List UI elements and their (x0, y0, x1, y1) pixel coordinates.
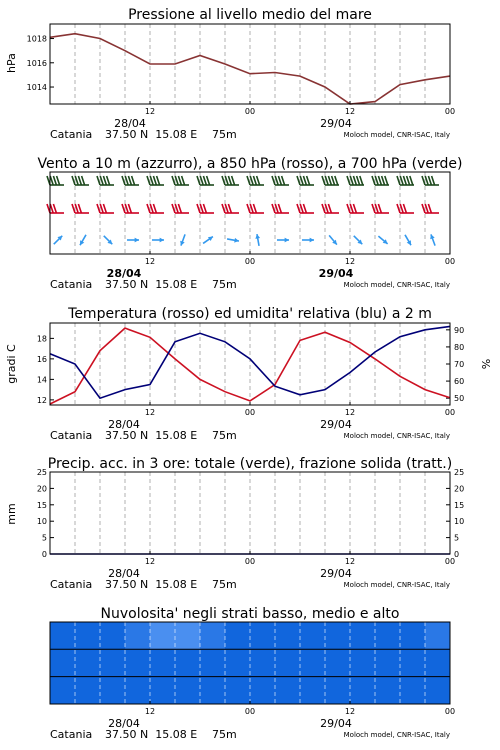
location-elevation: 75m (212, 128, 237, 141)
barb-flag (253, 176, 256, 185)
barb-flag (175, 176, 178, 185)
barb-flag (157, 176, 160, 185)
barb-flag (378, 204, 381, 213)
clouds-panel (50, 606, 455, 741)
date-label-2: 29/04 (320, 567, 352, 580)
y-tick-label: 0 (454, 550, 460, 559)
x-tick-label: 00 (244, 557, 256, 566)
precip-ylabel: mm (5, 503, 18, 525)
model-credit: Moloch model, CNR-ISAC, Italy (343, 731, 450, 739)
barb-flag (403, 176, 406, 185)
wind-barb (80, 235, 86, 245)
barb-flag (375, 176, 378, 185)
barb-flag (82, 176, 85, 185)
wind-barb (277, 238, 289, 243)
temperature-panel (5, 306, 493, 442)
barb-flag (232, 176, 235, 185)
location-coords: 37.50 N 15.08 E (105, 578, 198, 591)
barb-flag (103, 176, 106, 185)
barb-flag (303, 176, 306, 185)
x-tick-label: 12 (144, 107, 156, 116)
location-elevation: 75m (212, 728, 237, 741)
barb-flag (53, 176, 56, 185)
wind-barb (203, 237, 213, 244)
location-elevation: 75m (212, 578, 237, 591)
wind-barb (255, 234, 260, 246)
location-name: Catania (50, 429, 93, 442)
y-tick-label: 15 (36, 500, 47, 510)
x-tick-label: 12 (344, 257, 356, 266)
barb-flag (428, 204, 431, 213)
date-label-2: 29/04 (320, 717, 352, 730)
barb-flag (425, 204, 428, 213)
x-tick-label: 12 (344, 707, 356, 716)
barb-flag (307, 176, 310, 185)
x-tick-label: 00 (444, 557, 456, 566)
y-tick-label: 1014 (26, 83, 47, 93)
barb-flag (182, 176, 185, 185)
barb-flag (78, 176, 81, 185)
x-tick-label: 12 (144, 257, 156, 266)
cloud-cell (125, 622, 150, 649)
x-tick-label: 00 (244, 707, 256, 716)
y-tick-label: 1016 (26, 58, 47, 68)
wind-barb (405, 235, 411, 245)
precip-frame (50, 472, 450, 554)
y-tick-label: 5 (41, 533, 47, 543)
barb-flag (150, 204, 153, 213)
barb-flag (332, 176, 335, 185)
barb-flag (275, 176, 278, 185)
pressure-ylabel: hPa (5, 53, 18, 73)
barb-flag (50, 204, 53, 213)
barb-flag (425, 176, 428, 185)
y-tick-label: 10 (454, 517, 465, 527)
wind-barb (152, 238, 164, 243)
humidity-ylabel: % (480, 358, 493, 370)
x-tick-label: 00 (244, 408, 256, 417)
x-tick-label: 00 (444, 107, 456, 116)
barb-flag (400, 204, 403, 213)
barb-flag (128, 176, 131, 185)
barb-flag (250, 176, 253, 185)
y-tick-label: 14 (36, 375, 47, 385)
wind-title: Vento a 10 m (azzurro), a 850 hPa (rosso), a 700 hPa (verde) (37, 156, 463, 172)
y-tick-label: 25 (454, 468, 465, 477)
wind-panel (37, 156, 462, 291)
location-elevation: 75m (212, 278, 237, 291)
barb-flag (153, 176, 156, 185)
y-tick-label: 25 (36, 468, 47, 477)
wind-barb (227, 238, 239, 243)
barb-flag (382, 176, 385, 185)
barb-flag (125, 176, 128, 185)
y-tick-label: 50 (454, 394, 465, 404)
location-coords: 37.50 N 15.08 E (105, 278, 198, 291)
y-tick-label: 20 (454, 484, 465, 494)
barb-flag (228, 204, 231, 213)
barb-flag (410, 176, 413, 185)
barb-flag (300, 204, 303, 213)
pressure-panel (5, 7, 455, 141)
barb-flag (303, 204, 306, 213)
temperature-title: Temperatura (rosso) ed umidita' relativa (blu) a 2 m (68, 306, 432, 322)
date-label-1: 28/04 (114, 117, 146, 130)
barb-flag (150, 176, 153, 185)
barb-flag (325, 176, 328, 185)
cloud-cell (425, 622, 450, 649)
barb-flag (125, 204, 128, 213)
pressure-title: Pressione al livello medio del mare (128, 7, 372, 23)
location-name: Catania (50, 728, 93, 741)
wind-barb (354, 236, 362, 244)
barb-flag (250, 204, 253, 213)
wind-barb (54, 236, 62, 244)
barb-flag (353, 176, 356, 185)
barb-flag (75, 204, 78, 213)
location-coords: 37.50 N 15.08 E (105, 429, 198, 442)
temperature-ylabel: gradi C (5, 344, 18, 384)
barb-flag (400, 176, 403, 185)
location-coords: 37.50 N 15.08 E (105, 128, 198, 141)
y-tick-label: 16 (36, 354, 47, 364)
clouds-title: Nuvolosita' negli strati basso, medio e alto (100, 606, 400, 622)
barb-flag (403, 204, 406, 213)
barb-flag (178, 176, 181, 185)
barb-flag (128, 204, 131, 213)
barb-flag (428, 176, 431, 185)
location-name: Catania (50, 128, 93, 141)
barb-flag (328, 204, 331, 213)
y-tick-label: 70 (454, 360, 465, 369)
date-label-1: 28/04 (108, 418, 140, 431)
date-label-1: 28/04 (108, 717, 140, 730)
x-tick-label: 00 (244, 257, 256, 266)
barb-flag (375, 204, 378, 213)
y-tick-label: 5 (454, 533, 460, 543)
wind-barb (180, 234, 185, 245)
location-name: Catania (50, 578, 93, 591)
wind-barb (378, 236, 387, 244)
barb-flag (282, 176, 285, 185)
barb-flag (225, 176, 228, 185)
x-tick-label: 00 (444, 408, 456, 417)
y-tick-label: 80 (454, 342, 465, 352)
date-label-2: 29/04 (320, 418, 352, 431)
barb-flag (257, 176, 260, 185)
barb-flag (350, 176, 353, 185)
barb-flag (50, 176, 53, 185)
x-tick-label: 12 (344, 408, 356, 417)
barb-flag (207, 176, 210, 185)
barb-flag (300, 176, 303, 185)
barb-flag (253, 204, 256, 213)
barb-flag (178, 204, 181, 213)
model-credit: Moloch model, CNR-ISAC, Italy (343, 581, 450, 589)
model-credit: Moloch model, CNR-ISAC, Italy (343, 281, 450, 289)
model-credit: Moloch model, CNR-ISAC, Italy (343, 432, 450, 440)
barb-flag (203, 176, 206, 185)
y-tick-label: 18 (36, 334, 47, 344)
date-label-1: 28/04 (106, 267, 142, 280)
precip-title: Precip. acc. in 3 ore: totale (verde), frazione solida (tratt.) (47, 456, 453, 472)
precip-panel (5, 456, 464, 591)
wind-arrow-head (310, 238, 314, 243)
barb-flag (228, 176, 231, 185)
barb-flag (100, 204, 103, 213)
barb-flag (357, 176, 360, 185)
barb-flag (278, 204, 281, 213)
barb-flag (175, 204, 178, 213)
y-tick-label: 1018 (26, 34, 47, 44)
x-tick-label: 12 (144, 707, 156, 716)
barb-flag (132, 176, 135, 185)
location-name: Catania (50, 278, 93, 291)
model-credit: Moloch model, CNR-ISAC, Italy (343, 131, 450, 139)
barb-flag (328, 176, 331, 185)
x-tick-label: 00 (244, 107, 256, 116)
barb-flag (378, 176, 381, 185)
y-tick-label: 15 (454, 500, 465, 510)
wind-arrow-head (135, 238, 139, 243)
date-label-2: 29/04 (318, 267, 354, 280)
y-tick-label: 10 (36, 517, 47, 527)
cloud-background (50, 622, 450, 704)
wind-arrow-head (285, 238, 289, 243)
barb-flag (78, 204, 81, 213)
barb-flag (200, 204, 203, 213)
barb-flag (325, 204, 328, 213)
barb-flag (200, 176, 203, 185)
cloud-cell (200, 622, 225, 649)
barb-flag (278, 176, 281, 185)
y-tick-label: 20 (36, 484, 47, 494)
y-tick-label: 0 (41, 550, 47, 559)
x-tick-label: 00 (444, 257, 456, 266)
date-label-2: 29/04 (320, 117, 352, 130)
x-tick-label: 12 (344, 107, 356, 116)
barb-flag (360, 176, 363, 185)
barb-flag (107, 176, 110, 185)
wind-barb (104, 236, 112, 244)
y-tick-label: 12 (36, 395, 47, 405)
barb-flag (100, 176, 103, 185)
barb-flag (407, 176, 410, 185)
y-tick-label: 60 (454, 377, 465, 387)
barb-flag (103, 204, 106, 213)
barb-flag (225, 204, 228, 213)
barb-flag (350, 204, 353, 213)
barb-flag (335, 176, 338, 185)
barb-flag (432, 176, 435, 185)
wind-barb (430, 234, 435, 245)
wind-barb (302, 238, 314, 243)
wind-barb (329, 235, 337, 244)
wind-arrow-head (160, 238, 164, 243)
barb-flag (203, 204, 206, 213)
barb-flag (153, 204, 156, 213)
x-tick-label: 12 (144, 408, 156, 417)
cloud-cell (150, 622, 175, 649)
barb-flag (275, 204, 278, 213)
temperature-frame (50, 323, 450, 405)
cloud-cell (175, 622, 200, 649)
x-tick-label: 12 (144, 557, 156, 566)
barb-flag (57, 176, 60, 185)
barb-flag (75, 176, 78, 185)
barb-flag (53, 204, 56, 213)
barb-flag (385, 176, 388, 185)
location-elevation: 75m (212, 429, 237, 442)
barb-flag (353, 204, 356, 213)
y-tick-label: 90 (454, 325, 465, 335)
wind-barb (127, 238, 139, 243)
x-tick-label: 12 (344, 557, 356, 566)
location-coords: 37.50 N 15.08 E (105, 728, 198, 741)
date-label-1: 28/04 (108, 567, 140, 580)
x-tick-label: 00 (444, 707, 456, 716)
